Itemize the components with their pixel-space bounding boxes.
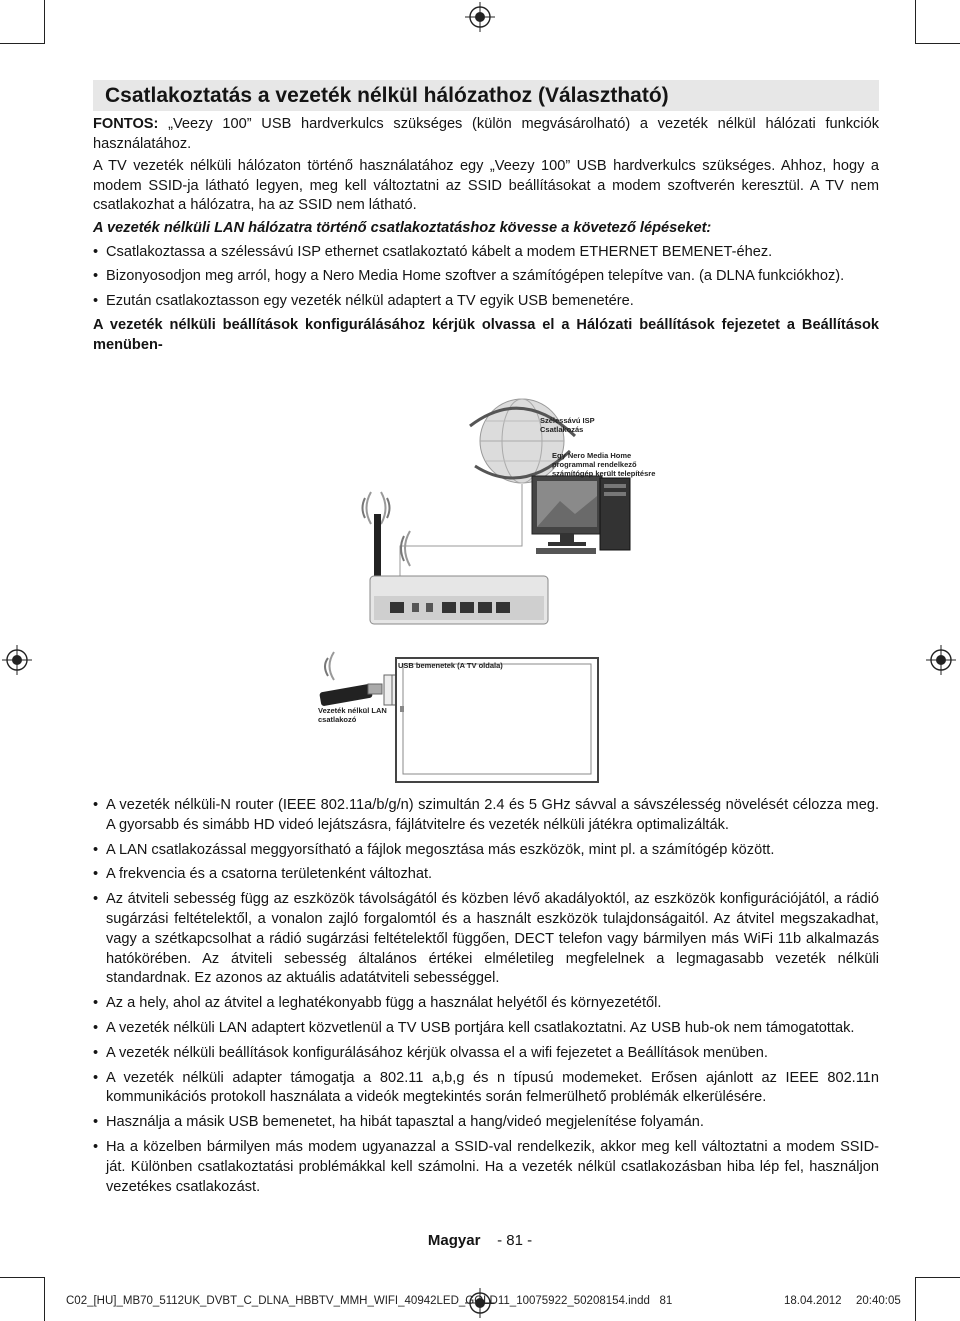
crop-mark	[915, 43, 960, 44]
pc-label: Egy Nero Media Home programmal rendelkező számítógép került telepítésre	[552, 451, 656, 478]
note-item	[93, 865, 879, 885]
step-item	[93, 292, 879, 312]
computer-icon	[532, 476, 630, 554]
bullet-icon: •	[93, 841, 99, 858]
registration-mark-icon	[2, 645, 32, 675]
note-text: A vezeték nélküli LAN adaptert közvetlenül a TV USB portjára kell csatlakoztatni. Az USB hub-ok nem támogatottak.	[106, 1019, 855, 1036]
wireless-adapter-label: Vezeték nélkül LAN csatlakozó	[318, 706, 387, 724]
bullet-icon: •	[93, 1019, 99, 1036]
slug-time: 20:40:05	[856, 1295, 901, 1307]
note-item	[93, 994, 879, 1014]
crop-mark	[0, 1277, 45, 1278]
note-text: A vezeték nélküli-N router (IEEE 802.11a/b/g/n) szimultán 2.4 és 5 GHz sávval a sávszélesség növelését célozza meg. A gyorsabb és simább HD videó lejátszásra, fájlátvitelre és vezeték nélküli játékra optimalizálták.	[106, 797, 879, 833]
crop-mark	[915, 1277, 916, 1321]
page-footer	[0, 1232, 960, 1249]
note-item	[93, 1044, 879, 1064]
wifi-signal-icon	[363, 492, 411, 566]
network-diagram	[300, 396, 700, 788]
bullet-icon: •	[93, 995, 99, 1012]
crop-mark	[44, 0, 45, 44]
step-item	[93, 267, 879, 287]
tv-icon	[384, 658, 598, 782]
steps-title: A vezeték nélküli LAN hálózatra történő csatlakoztatáshoz kövesse a követező lépéseket:	[93, 219, 712, 236]
bullet-icon: •	[93, 1044, 99, 1061]
router-icon	[370, 514, 548, 624]
note-text: A vezeték nélküli beállítások konfigurálásához kérjük olvassa el a wifi fejezetet a Beállítások menüben.	[106, 1044, 768, 1061]
fontos-paragraph	[93, 115, 879, 154]
fontos-label: FONTOS:	[93, 116, 159, 132]
bullet-icon: •	[93, 866, 99, 883]
crop-mark	[0, 43, 45, 44]
upper-content	[93, 80, 879, 356]
file-slug: C02_[HU]_MB70_5112UK_DVBT_C_DLNA_HBBTV_MMH_WIFI_40942LED_GOLD11_10075922_50208154.indd 81	[66, 1295, 673, 1307]
note-text: A LAN csatlakozással meggyorsítható a fájlok megosztása más eszközök, mint pl. a számítógép között.	[106, 841, 775, 858]
note-text: Az a hely, ahol az átvitel a leghatékonyabb függ a használat helyétől és környezetétől.	[106, 995, 662, 1012]
isp-connection-label: Szélessávú ISP Csatlakozás	[540, 416, 595, 434]
note-text: Az átviteli sebesség függ az eszközök távolságától és közben lévő akadályoktól, az eszközök konfigurációjától, a rádió sugárzási feltételektől, a vonalon zajló forgalomtól és a használt eszközök tulajdonságaitól. Az átvitel megszakadhat, vagy a szétkapcsolhat a rádió sugárzási feltételektől függően, DECT telefon vagy bármilyen más WiFi 11b alkalmazás hatókörében. Az átviteli sebesség általános értékei elméletileg megfelelnek a legmagasabb vezeték nélküli standardnak. Ez azonos az aktuális adatátviteli sebességgel.	[106, 891, 879, 987]
usb-adapter-icon	[319, 684, 382, 707]
crop-mark	[44, 1277, 45, 1321]
bullet-icon: •	[93, 243, 99, 260]
bullet-icon: •	[93, 1138, 99, 1155]
note-text: Ha a közelben bármilyen más modem ugyanazzal a SSID-val rendelkezik, akkor meg kell változtatni a modem SSID-ját. Különben csatlakoztatási problémákkal kell számolni. Ha a vezeték nélkül csatlakozásban hiba lép fel, használjon vezetékes csatlakozást.	[106, 1138, 879, 1195]
note-text: Használja a másik USB bemenetet, ha hibát tapasztal a hang/videó megjelenítése folyamán.	[106, 1114, 704, 1131]
step-text: Bizonyosodjon meg arról, hogy a Nero Media Home szoftver a számítógépen telepítve van. (a DLNA funkciókhoz).	[106, 268, 845, 285]
step-text: Csatlakoztassa a szélessávú ISP ethernet csatlakoztató kábelt a modem ETHERNET BEMENET-éhez.	[106, 243, 773, 260]
note-text: A frekvencia és a csatorna területenként változhat.	[106, 866, 433, 883]
step-text: Ezután csatlakoztasson egy vezeték nélkül adaptert a TV egyik USB bemenetére.	[106, 292, 634, 309]
bullet-icon: •	[93, 268, 99, 285]
footer-language: Magyar	[427, 1232, 481, 1249]
slug-date: 18.04.2012	[784, 1295, 842, 1307]
bullet-icon: •	[93, 1069, 99, 1086]
note-text: A vezeték nélküli adapter támogatja a 802.11 a,b,g és n típusú modemeket. Erősen ajánlott az IEEE 802.11n kommunikációs protokoll használata a videók megtekintés során felmerülhető problémák elkerülésére.	[106, 1069, 879, 1106]
wifi-signal-icon	[325, 652, 334, 680]
note-item	[93, 1019, 879, 1039]
bullet-icon: •	[93, 891, 99, 908]
fontos-text: „Veezy 100” USB hardverkulcs szükséges (külön megvásárolható) a vezeték nélkül hálózati funkciók használatához.	[93, 116, 879, 152]
section-heading: Csatlakoztatás a vezeték nélkül hálózathoz (Választható)	[93, 80, 879, 111]
bullet-icon: •	[93, 292, 99, 309]
registration-mark-icon	[926, 645, 956, 675]
page-number: - 81 -	[497, 1232, 533, 1249]
note-item	[93, 1069, 879, 1109]
config-note: A vezeték nélküli beállítások konfigurálásához kérjük olvassa el a Hálózati beállítások fejezetet a Beállítások menüben-	[93, 317, 879, 353]
crop-mark	[915, 0, 916, 44]
crop-mark	[915, 1277, 960, 1278]
registration-mark-icon	[465, 2, 495, 32]
intro-paragraph: A TV vezeték nélküli hálózaton történő használatához egy „Veezy 100” USB hardverkulcs szükséges. Ahhoz, hogy a modem SSID-ja látható legyen, meg kell változtatni az SSID beállításokat a modem szoftverén keresztül. A TV nem csatlakozhat a hálózatra, ha az SSID nem látható.	[93, 158, 879, 214]
bullet-icon: •	[93, 797, 99, 813]
notes-list	[93, 796, 879, 1202]
usb-inputs-label: USB bemenetek (A TV oldala)	[398, 661, 503, 670]
note-item	[93, 890, 879, 989]
bullet-icon: •	[93, 1114, 99, 1131]
note-item	[93, 1138, 879, 1197]
note-item	[93, 841, 879, 861]
note-item	[93, 1113, 879, 1133]
note-item	[93, 796, 879, 836]
step-item	[93, 243, 879, 263]
